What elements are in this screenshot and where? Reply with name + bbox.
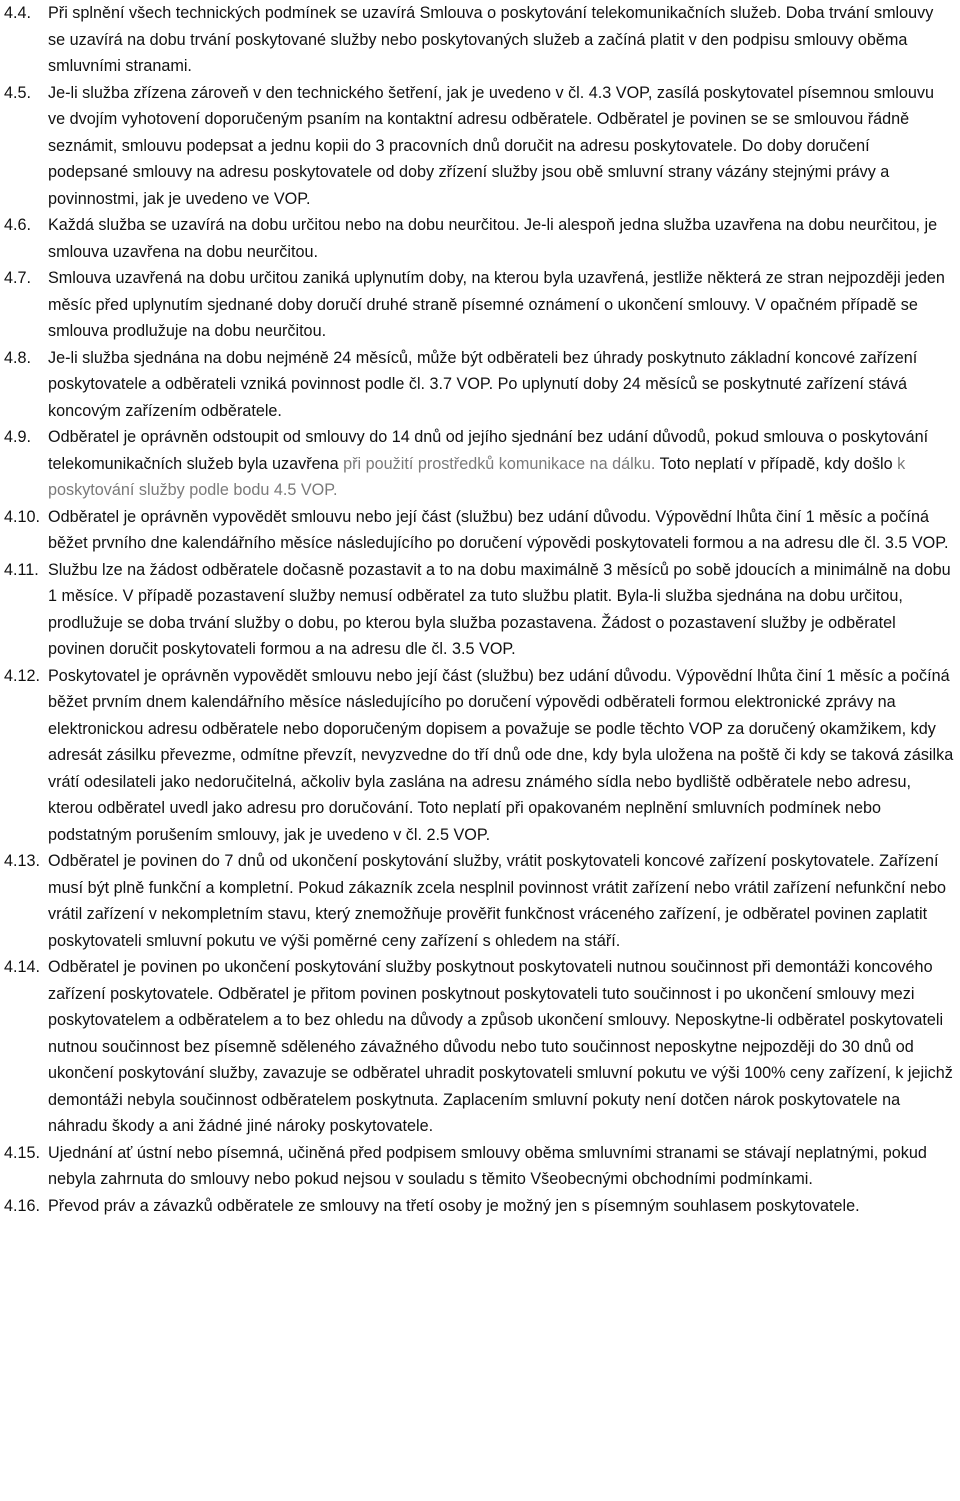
clause-text-muted-segment: k poskytování služby podle bodu 4.5 VOP. [48, 454, 906, 499]
clause-number: 4.15. [4, 1143, 41, 1162]
clause-4-13 [4, 848, 954, 954]
clause-text: Je-li služba zřízena zároveň v den technického šetření, jak je uvedeno v čl. 4.3 VOP, zasílá poskytovatel písemnou smlouvu ve dvojím vyhotovení doporučeným psaním na kontaktní adresu odběratele. Odběratel je povinen se se smlouvou řádně seznámit, smlouvu podepsat a jednu kopii do 3 pracovních dnů doručit na adresu poskytovatele. Do doby doručení podepsané smlouvy na adresu poskytovatele od doby zřízení služby jsou obě smluvní strany vázány stejnými právy a povinnostmi, jak je uvedeno ve VOP. [48, 83, 934, 208]
clause-number: 4.11. [4, 560, 39, 579]
clause-text: Každá služba se uzavírá na dobu určitou nebo na dobu neurčitou. Je-li alespoň jedna služba uzavřena na dobu neurčitou, je smlouva uzavřena na dobu neurčitou. [48, 216, 938, 261]
clause-text-muted-segment: při použití prostředků komunikace na dálku. [343, 454, 656, 473]
clause-4-16 [4, 1193, 954, 1220]
clause-number: 4.10. [4, 507, 41, 526]
clause-4-5 [4, 80, 954, 213]
clause-number: 4.13. [4, 852, 41, 870]
clause-text: Odběratel je povinen po ukončení poskytování služby poskytnout poskytovateli nutnou součinnost při demontáži koncového zařízení poskytovatele. Odběratel je přitom povinen poskytnout poskytovateli tuto součinnost i po ukončení smlouvy mezi poskytovatelem a odběratelem a to bez ohledu na důvody a způsob ukončení smlouvy. Neposkytne-li odběratel poskytovateli nutnou součinnost bez písemně sděleného závažného důvodu nebo tuto součinnost neposkytne nejpozději do 30 dnů od ukončení poskytování služby, zavazuje se odběratel uhradit poskytovateli smluvní pokutu ve výši 100% ceny zařízení, k jejichž demontáži nebyla součinnost odběratelem poskytnuta. Zaplacením smluvní pokuty není dotčen nárok poskytovatele na náhradu škody a ani žádné jiné nároky poskytovatele. [48, 958, 953, 1135]
clause-4-8 [4, 345, 954, 425]
clause-4-7 [4, 265, 954, 345]
clause-4-4 [4, 0, 954, 80]
clause-text [48, 424, 954, 504]
clause-4-12 [4, 663, 954, 849]
clause-text: Je-li služba sjednána na dobu nejméně 24 měsíců, může být odběrateli bez úhrady poskytnuto základní koncové zařízení poskytovatele a odběrateli vzniká povinnost podle čl. 3.7 VOP. Po uplynutí doby 24 měsíců se poskytnuté zařízení stává koncovým zařízením odběratele. [48, 348, 918, 420]
clause-text: Ujednání ať ústní nebo písemná, učiněná před podpisem smlouvy oběma smluvními stranami se stávají neplatnými, pokud nebyla zahrnuta do smlouvy nebo pokud nejsou v souladu s těmito Všeobecnými obchodními podmínkami. [48, 1143, 927, 1188]
clause-4-11 [4, 557, 954, 663]
clause-4-14 [4, 954, 954, 1140]
clause-number: 4.14. [4, 958, 41, 976]
clause-text: Při splnění všech technických podmínek se uzavírá Smlouva o poskytování telekomunikačních služeb. Doba trvání smlouvy se uzavírá na dobu trvání poskytované služby nebo poskytovaných služeb a začíná platit v den podpisu smlouvy oběma smluvními stranami. [48, 4, 934, 75]
clause-number: 4.9. [4, 428, 32, 446]
clause-text: Smlouva uzavřená na dobu určitou zaniká uplynutím doby, na kterou byla uzavřená, jestliže některá ze stran nejpozději jeden měsíc před uplynutím sjednané doby doručí druhé straně písemné oznámení o ukončení smlouvy. V opačném případě se smlouva prodlužuje na dobu neurčitou. [48, 269, 945, 340]
clause-text-segment: Toto neplatí v případě, kdy došlo [655, 454, 898, 473]
clause-number: 4.8. [4, 348, 32, 367]
clause-4-6 [4, 212, 954, 265]
clause-text: Odběratel je oprávněn vypovědět smlouvu nebo její část (službu) bez udání důvodu. Výpovědní lhůta činí 1 měsíc a počíná běžet prvního dne kalendářního měsíce následujícího po doručení výpovědi poskytovateli formou a na adresu dle čl. 3.5 VOP. [48, 507, 949, 552]
clause-number: 4.5. [4, 83, 32, 102]
clause-text: Odběratel je povinen do 7 dnů od ukončení poskytování služby, vrátit poskytovateli koncové zařízení poskytovatele. Zařízení musí být plně funkční a kompletní. Pokud zákazník zcela nesplnil povinnost vrátit zařízení nebo vrátil zařízení nefunkční nebo vrátil zařízení v nekompletním stavu, který znemožňuje prověřit funkčnost vráceného zařízení, je odběratel povinen zaplatit poskytovateli smluvní pokutu ve výši poměrné ceny zařízení s ohledem na stáří. [48, 852, 946, 950]
clause-4-15 [4, 1140, 954, 1193]
clause-4-9 [4, 424, 954, 504]
clause-number: 4.16. [4, 1196, 41, 1215]
clause-text: Převod práv a závazků odběratele ze smlouvy na třetí osoby je možný jen s písemným souhlasem poskytovatele. [48, 1196, 860, 1215]
clause-text: Službu lze na žádost odběratele dočasně pozastavit a to na dobu maximálně 3 měsíců po sobě jdoucích a minimálně na dobu 1 měsíce. V případě pozastavení služby nemusí odběratel za tuto službu platit. Byla-li služba sjednána na dobu určitou, prodlužuje se doba trvání služby o dobu, po kterou byla služba pozastavena. Žádost o pozastavení služby je odběratel povinen doručit poskytovateli formou a na adresu dle čl. 3.5 VOP. [48, 560, 951, 658]
clause-number: 4.12. [4, 666, 41, 685]
clause-number: 4.4. [4, 4, 32, 22]
clause-4-10 [4, 504, 954, 557]
clause-text: Poskytovatel je oprávněn vypovědět smlouvu nebo její část (službu) bez udání důvodu. Výpovědní lhůta činí 1 měsíc a počíná běžet prvním dnem kalendářního měsíce následujícího po doručení výpovědi odběrateli formou elektronické zprávy na elektronickou adresu odběratele nebo doporučeným dopisem a považuje se podle těchto VOP za doručený okamžikem, kdy adresát zásilku převezme, odmítne převzít, nevyzvedne do tří dnů ode dne, kdy byla uložena na poště či kdy se taková zásilka vrátí odesilateli jako nedoručitelná, ačkoliv byla zaslána na adresu známého sídla nebo bydliště odběratele nebo adresu, kterou odběratel uvedl jako adresu pro doručování. Toto neplatí při opakovaném neplnění smluvních podmínek nebo podstatným porušením smlouvy, jak je uvedeno v čl. 2.5 VOP. [48, 666, 954, 844]
clause-number: 4.7. [4, 269, 32, 287]
clause-number: 4.6. [4, 216, 32, 234]
clause-text-segment: Odběratel je oprávněn odstoupit od smlouvy do 14 dnů od jejího sjednání bez udání důvodů, pokud smlouva o poskytování telekomunikačních služeb byla uzavřena [48, 428, 929, 473]
